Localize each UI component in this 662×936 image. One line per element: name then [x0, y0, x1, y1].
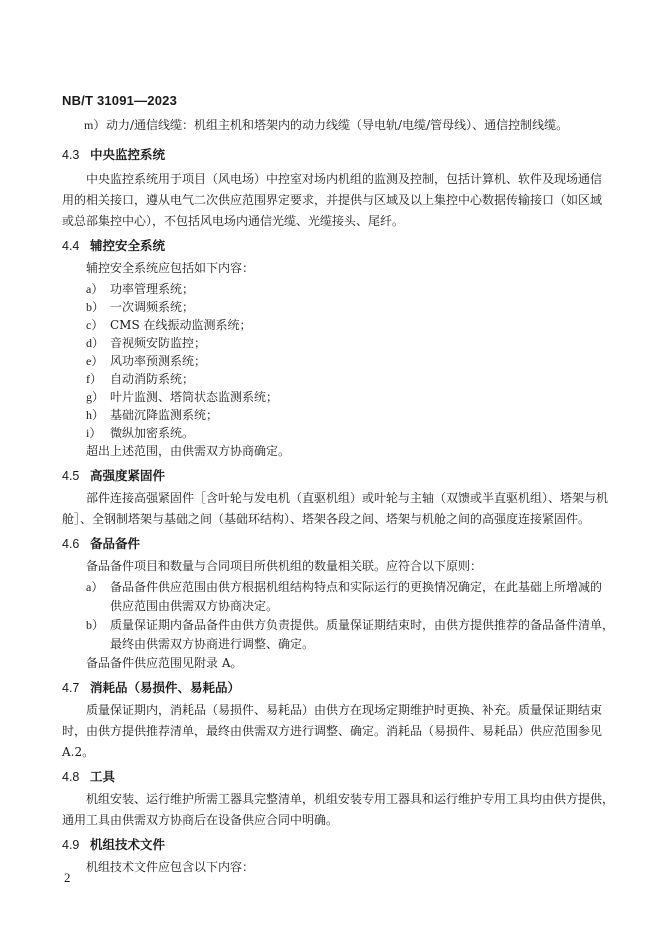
list-item: [86, 316, 252, 335]
list-marker: a）: [86, 580, 104, 594]
list-item-continuation: 供应范围由供需双方协商决定。: [110, 599, 279, 613]
list-item-text: 叶片监测、塔筒状态监测系统；: [110, 390, 279, 404]
paragraph-line: 备品备件项目和数量与合同项目所供机组的数量相关联。应符合以下原则：: [86, 559, 483, 573]
paragraph-line: A.2。: [62, 745, 95, 759]
list-marker: d）: [86, 336, 105, 350]
list-item-text: 一次调频系统；: [110, 300, 195, 314]
list-marker: b）: [86, 300, 105, 314]
section-title: 工具: [90, 769, 116, 784]
list-item-text: 基础沉降监测系统；: [110, 408, 219, 422]
paragraph-line: 或总部集控中心），不包括风电场内通信光缆、光缆接头、尾纤。: [62, 214, 405, 228]
section-number: 4.3: [62, 148, 80, 162]
list-item-text: 音视频安防监控；: [110, 336, 207, 350]
list-marker: c）: [86, 318, 104, 332]
section-number: 4.9: [62, 838, 80, 852]
section-heading-4-7: [62, 679, 240, 697]
paragraph-line: 时，由供方提供推荐清单，最终由供需双方进行调整、确定。消耗品（易损件、易耗品）供应范围参见: [62, 724, 603, 738]
section-number: 4.7: [62, 681, 80, 695]
list-marker: b）: [86, 618, 105, 632]
list-item: [86, 352, 206, 371]
paragraph-line: 辅控安全系统应包括如下内容：: [86, 261, 255, 275]
section-heading-4-3: [62, 146, 165, 164]
section-title: 高强度紧固件: [90, 468, 166, 483]
paragraph-line: 部件连接高强紧固件［含叶轮与发电机（直驱机组）或叶轮与主轴（双馈或半直驱机组）、塔架与机: [86, 491, 609, 505]
section-number: 4.6: [62, 537, 80, 551]
paragraph-line: 机组技术文件应包含以下内容：: [86, 860, 255, 874]
section-title: 中央监控系统: [90, 147, 166, 162]
paragraph-line: 超出上述范围，由供需双方协商确定。: [86, 444, 291, 458]
list-marker: h）: [86, 408, 105, 422]
list-marker: m）: [84, 118, 106, 132]
list-marker: g）: [86, 390, 105, 404]
section-title: 辅控安全系统: [90, 238, 166, 253]
list-item-text: 风功率预测系统；: [110, 354, 207, 368]
paragraph-line: 用的相关接口，遵从电气二次供应范围界定要求，并提供与区域及以上集控中心数据传输接口（如区域: [62, 193, 603, 207]
section-title: 消耗品（易损件、易耗品）: [90, 680, 241, 695]
list-item-text: 微纵加密系统。: [110, 426, 195, 440]
list-item-text: 功率管理系统；: [110, 282, 195, 296]
list-item: [86, 578, 602, 597]
list-item: [86, 406, 218, 425]
section-heading-4-6: [62, 535, 140, 553]
section-number: 4.5: [62, 469, 80, 483]
list-marker: a）: [86, 282, 104, 296]
section-title: 机组技术文件: [90, 837, 166, 852]
section-number: 4.4: [62, 239, 80, 253]
list-item: [86, 334, 206, 353]
list-marker: e）: [86, 354, 104, 368]
list-item-text: CMS 在线振动监测系统；: [110, 318, 252, 332]
paragraph-line: 机组安装、运行维护所需工器具完整清单，机组安装专用工器具和运行维护专用工具均由供方提供，: [86, 792, 615, 806]
paragraph-line: 通用工具由供需双方协商后在设备供应合同中明确。: [62, 813, 339, 827]
list-item-text: 备品备件供应范围由供方根据机组结构特点和实际运行的更换情况确定，在此基础上所增减的: [110, 580, 603, 594]
paragraph-line: 备品备件供应范围见附录 A。: [86, 656, 243, 670]
paragraph-line: 舱］、全钢制塔架与基础之间（基础环结构）、塔架各段之间、塔架与机舱之间的高强度连接紧固件。: [62, 512, 591, 526]
list-marker: i）: [86, 426, 102, 440]
list-item: [86, 298, 194, 317]
list-marker: f）: [86, 372, 102, 386]
list-item: [86, 280, 194, 299]
standard-code: NB/T 31091—2023: [62, 93, 178, 108]
list-item-continuation: 最终由供需双方协商进行调整、确定。: [110, 637, 315, 651]
list-item-text: 质量保证期内备品备件由供方负责提供。质量保证期结束时，由供方提供推荐的备品备件清单，: [110, 618, 615, 632]
section-heading-4-8: [62, 768, 115, 786]
paragraph-line: 质量保证期内，消耗品（易损件、易耗品）由供方在现场定期维护时更换、补充。质量保证期结束: [86, 703, 603, 717]
list-item: [86, 370, 194, 389]
paragraph-line: 中央监控系统用于项目（风电场）中控室对场内机组的监测及控制，包括计算机、软件及现场通信: [86, 172, 603, 186]
list-item: [84, 116, 568, 135]
list-item: [86, 616, 614, 635]
list-item-text: 动力/通信线缆：机组主机和塔架内的动力线缆（导电轨/电缆/管母线）、通信控制线缆。: [106, 118, 569, 132]
section-title: 备品备件: [90, 536, 141, 551]
section-heading-4-5: [62, 467, 165, 485]
section-heading-4-9: [62, 836, 165, 854]
page-number: 2: [64, 870, 71, 885]
section-heading-4-4: [62, 237, 165, 255]
section-number: 4.8: [62, 770, 80, 784]
list-item: [86, 388, 278, 407]
list-item-text: 自动消防系统；: [110, 372, 195, 386]
